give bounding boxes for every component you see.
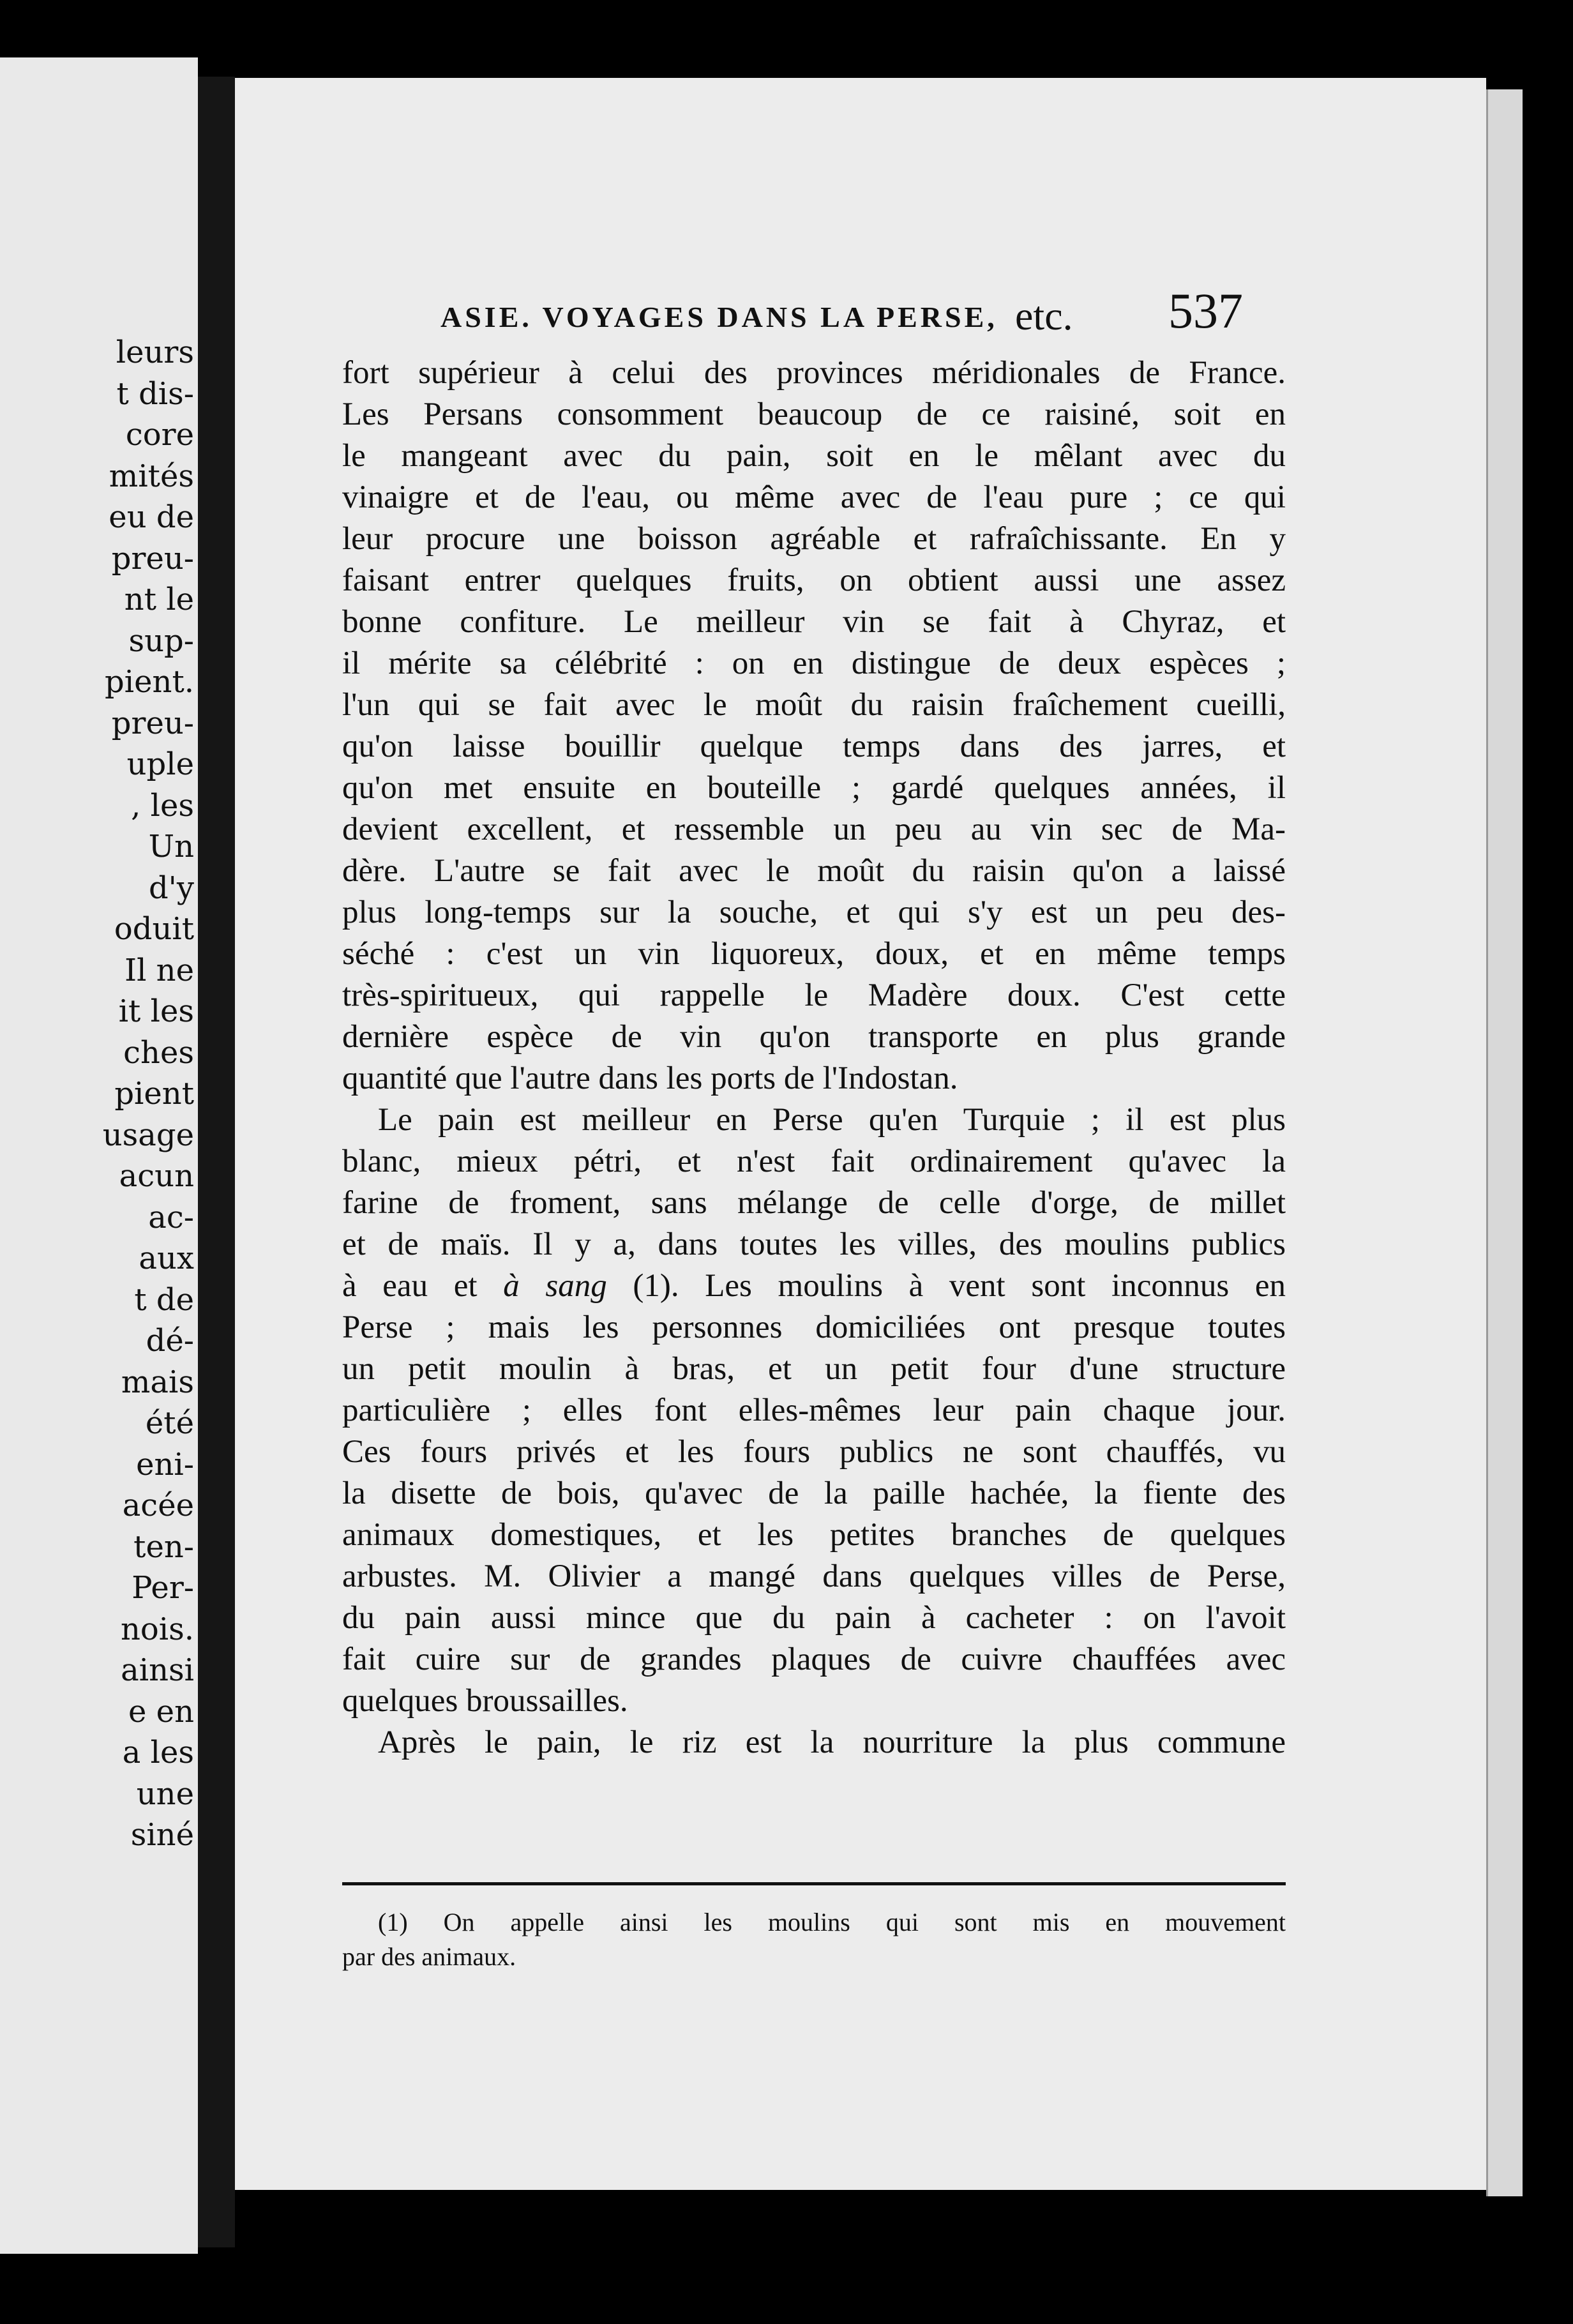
- facing-page-line-fragment: , les: [131, 787, 194, 824]
- text-line: faisant entrer quelques fruits, on obtient aussi une assez: [342, 562, 1286, 598]
- facing-page-line-fragment: nois.: [120, 1611, 194, 1647]
- facing-page-fragment: [0, 57, 198, 2254]
- footnote: [342, 1905, 1286, 1974]
- text-line: fort supérieur à celui des provinces méridionales de France.: [342, 355, 1286, 391]
- facing-page-line-fragment: t de: [134, 1281, 194, 1318]
- facing-page-line-fragment: preu-: [111, 705, 194, 741]
- facing-page-line-fragment: aux: [139, 1241, 194, 1276]
- text-line: le mangeant avec du pain, soit en le mêlant avec du: [342, 438, 1286, 474]
- text-line: bonne confiture. Le meilleur vin se fait à Chyraz, et: [342, 604, 1286, 640]
- facing-page-line-fragment: acun: [119, 1158, 194, 1194]
- facing-page-line-fragment: sup-: [128, 622, 194, 659]
- text-line: particulière ; elles font elles-mêmes leur pain chaque jour.: [342, 1392, 1286, 1428]
- text-line: devient excellent, et ressemble un peu au vin sec de Ma-: [342, 811, 1286, 847]
- text-line: Ces fours privés et les fours publics ne sont chauffés, vu: [342, 1434, 1286, 1470]
- body-text: [342, 352, 1286, 1763]
- text-line: blanc, mieux pétri, et n'est fait ordinairement qu'avec la: [342, 1143, 1286, 1179]
- text-line: animaux domestiques, et les petites branches de quelques: [342, 1517, 1286, 1553]
- facing-page-line-fragment: acée: [122, 1488, 194, 1523]
- facing-page-line-fragment: siné: [130, 1817, 194, 1853]
- text-line: un petit moulin à bras, et un petit four d'une structure: [342, 1351, 1286, 1387]
- text-line: vinaigre et de l'eau, ou même avec de l'eau pure ; ce qui: [342, 479, 1286, 515]
- facing-page-line-fragment: e en: [128, 1693, 194, 1730]
- facing-page-line-fragment: Per-: [132, 1570, 194, 1606]
- facing-page-line-fragment: leurs: [116, 335, 194, 370]
- facing-page-line-fragment: oduit: [114, 911, 194, 947]
- text-line: très-spiritueux, qui rappelle le Madère doux. C'est cette: [342, 977, 1286, 1013]
- running-head-etc: etc.: [1015, 293, 1073, 338]
- facing-page-line-fragment: Un: [148, 829, 194, 864]
- facing-page-line-fragment: t dis-: [116, 375, 194, 412]
- text-run: à eau et: [342, 1268, 504, 1304]
- facing-page-line-fragment: usage: [102, 1117, 194, 1153]
- text-line: Perse ; mais les personnes domiciliées ont presque toutes: [342, 1309, 1286, 1345]
- facing-page-line-fragment: dé-: [146, 1323, 194, 1359]
- italic-term: à sang: [503, 1268, 607, 1304]
- text-line: l'un qui se fait avec le moût du raisin fraîchement cueilli,: [342, 687, 1286, 723]
- text-line: il mérite sa célébrité : on en distingue de deux espèces ;: [342, 645, 1286, 681]
- text-line: dère. L'autre se fait avec le moût du raisin qu'on a laissé: [342, 853, 1286, 889]
- text-line: la disette de bois, qu'avec de la paille hachée, la fiente des: [342, 1475, 1286, 1511]
- facing-page-line-fragment: nt le: [124, 582, 194, 617]
- text-line: fait cuire sur de grandes plaques de cuivre chauffées avec: [342, 1641, 1286, 1677]
- text-line: et de maïs. Il y a, dans toutes les villes, des moulins publics: [342, 1226, 1286, 1262]
- facing-page-line-fragment: d'y: [148, 870, 194, 906]
- footnote-line: par des animaux.: [342, 1942, 516, 1971]
- footnote-line: (1) On appelle ainsi les moulins qui sont mis en mouvement: [378, 1908, 1286, 1936]
- paragraph-start-line: Le pain est meilleur en Perse qu'en Turquie ; il est plus: [378, 1102, 1286, 1138]
- running-head: [235, 276, 1244, 352]
- text-line: Les Persans consomment beaucoup de ce raisiné, soit en: [342, 396, 1286, 432]
- facing-page-line-fragment: preu-: [111, 540, 194, 577]
- text-line: leur procure une boisson agréable et rafraîchissante. En y: [342, 521, 1286, 557]
- book-page: [235, 78, 1486, 2190]
- facing-page-line-fragment: Il ne: [124, 952, 194, 988]
- text-line: dernière espèce de vin qu'on transporte en plus grande: [342, 1019, 1286, 1055]
- facing-page-line-fragment: eni-: [136, 1446, 194, 1483]
- page-number: 537: [1168, 283, 1243, 338]
- text-line: arbustes. M. Olivier a mangé dans quelques villes de Perse,: [342, 1558, 1286, 1594]
- facing-page-line-fragment: ches: [123, 1034, 194, 1071]
- page-edge: [1486, 89, 1523, 2196]
- facing-page-line-fragment: mais: [121, 1364, 194, 1400]
- facing-page-line-fragment: mités: [109, 458, 194, 494]
- facing-page-line-fragment: ten-: [133, 1528, 194, 1565]
- facing-page-line-fragment: pient: [114, 1076, 194, 1112]
- text-line: qu'on laisse bouillir quelque temps dans des jarres, et: [342, 728, 1286, 764]
- facing-page-line-fragment: uple: [126, 746, 194, 782]
- text-line: quelques broussailles.: [342, 1683, 628, 1719]
- paragraph-start-line: Après le pain, le riz est la nourriture la plus commune: [378, 1724, 1286, 1760]
- text-line: du pain aussi mince que du pain à cacheter : on l'avoit: [342, 1600, 1286, 1636]
- text-line: qu'on met ensuite en bouteille ; gardé quelques années, il: [342, 770, 1286, 806]
- text-run: (1). Les moulins à vent sont inconnus en: [606, 1268, 1286, 1304]
- facing-page-line-fragment: eu de: [109, 499, 194, 535]
- facing-page-line-fragment: core: [125, 417, 194, 453]
- book-gutter: [198, 77, 235, 2247]
- facing-page-line-fragment: it les: [118, 993, 194, 1029]
- text-line-with-italic: [342, 1265, 1286, 1307]
- text-line: plus long-temps sur la souche, et qui s'y est un peu des-: [342, 894, 1286, 930]
- facing-page-line-fragment: a les: [122, 1735, 194, 1770]
- running-head-title: ASIE. VOYAGES DANS LA PERSE,: [440, 301, 998, 333]
- facing-page-line-fragment: ainsi: [121, 1652, 194, 1688]
- facing-page-line-fragment: été: [145, 1405, 194, 1441]
- text-line: séché : c'est un vin liquoreux, doux, et en même temps: [342, 936, 1286, 972]
- facing-page-line-fragment: ac-: [148, 1199, 194, 1235]
- text-line: quantité que l'autre dans les ports de l'Indostan.: [342, 1060, 958, 1096]
- facing-page-line-fragment: une: [136, 1776, 194, 1812]
- text-line: farine de froment, sans mélange de celle d'orge, de millet: [342, 1185, 1286, 1221]
- facing-page-line-fragment: pient.: [105, 664, 194, 700]
- footnote-rule: [342, 1882, 1286, 1885]
